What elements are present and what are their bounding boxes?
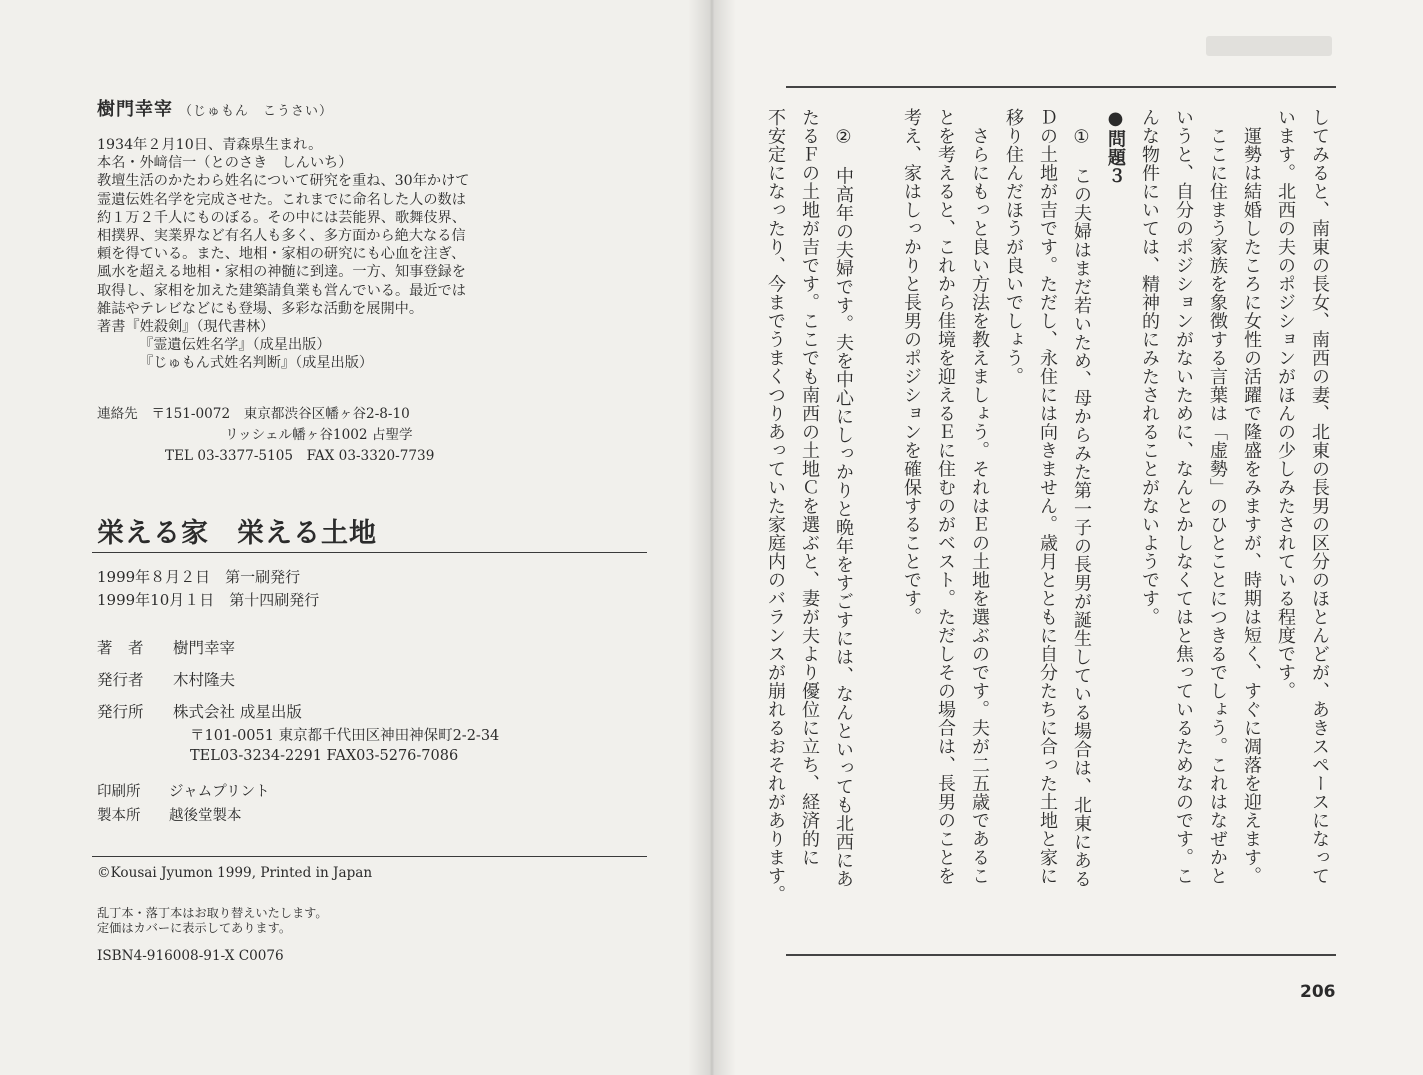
- running-header-tab: [1206, 36, 1332, 56]
- bio-line: 1934年２月10日、青森県生まれ。: [97, 137, 323, 153]
- title-divider: [92, 552, 647, 553]
- bio-line: 雑誌やテレビなどにも登場、多彩な活動を展開中。: [97, 300, 424, 317]
- bio-line: 頼を得ている。また、地相・家相の研究にも心血を注ぎ、: [97, 246, 466, 263]
- blank-column: [860, 108, 894, 944]
- text-column: 不安定になったり、今までうまくつりあっていた家庭内のバランスが崩れるおそれがあります。: [765, 108, 786, 904]
- staff-role: 発行所: [97, 703, 144, 721]
- contact-line: 連絡先 〒151-0072 東京都渋谷区幡ヶ谷2-8-10: [97, 406, 410, 422]
- text-column: さらにもっと良い方法を教えましょう。それはＥの土地を選ぶのです。夫が二五歳であるこ: [969, 108, 990, 885]
- text-column: ② 中高年の夫婦です。夫を中心にしっかりと晩年をすごすには、なんといっても北西にあ: [833, 108, 854, 888]
- note-line: 定価はカバーに表示してあります。: [97, 921, 292, 935]
- text-column: してみると、南東の長女、南西の妻、北東の長男の区分のほとんどが、あきスペースになって: [1309, 108, 1330, 885]
- address-line: TEL03-3234-2291 FAX03-5276-7086: [190, 748, 459, 764]
- text-column: Ｄの土地が吉です。ただし、永住には向きません。歳月とともに自分たちに合った土地と家に: [1037, 108, 1058, 885]
- text-column: ① この夫婦はまだ若いため、母からみた第一子の長男が誕生している場合は、北東にある: [1071, 108, 1092, 888]
- note-line: 乱丁本・落丁本はお取り替えいたします。: [97, 906, 328, 920]
- publication-staff: [97, 631, 302, 727]
- publisher-address: [190, 726, 499, 766]
- staff-row: [97, 631, 302, 663]
- copyright-divider: [92, 856, 647, 857]
- bio-line: 相撲界、実業界など有名人も多く、多方面から絶大なる信: [97, 228, 466, 245]
- text-column: んな物件にいては、精神的にみたされることがないようです。: [1139, 108, 1160, 626]
- bio-line: 教壇生活のかたわら姓名について研究を重ね、30年かけて: [97, 173, 470, 190]
- copyright-notice: ©Kousai Jyumon 1999, Printed in Japan: [97, 865, 373, 881]
- printer-row: [97, 780, 270, 804]
- printer-value: 越後堂製本: [169, 808, 242, 824]
- address-line: 〒101-0051 東京都千代田区神田神保町2-2-34: [190, 728, 500, 744]
- printer-role: 製本所: [97, 808, 141, 824]
- author-heading: [97, 95, 333, 121]
- edition-line: 1999年10月１日 第十四刷発行: [97, 591, 320, 609]
- staff-row: [97, 663, 302, 695]
- staff-role: 発行者: [97, 671, 144, 689]
- vertical-body-text: [765, 108, 1336, 944]
- bio-line: 霊遺伝姓名学を完成させた。これまでに命名した人の数は: [97, 191, 466, 208]
- page-number: 206: [1300, 982, 1336, 1002]
- top-rule: [786, 86, 1336, 88]
- edition-history: [97, 566, 319, 612]
- text-column: 考え、家はしっかりと長男のポジションを確保することです。: [901, 108, 922, 626]
- bio-line: 約１万２千人にものぼる。その中には芸能界、歌舞伎界、: [97, 209, 466, 226]
- works-line: 『霊遺伝姓名学』（成星出版）: [139, 337, 331, 354]
- isbn: ISBN4-916008-91-X C0076: [97, 948, 284, 964]
- works-line: 著書『姓殺剣』（現代書林）: [97, 319, 275, 336]
- staff-value: 樹門幸宰: [173, 639, 236, 657]
- text-column: ここに住まう家族を象徴する言葉は「虚勢」のひとことにつきるでしょう。これはなぜかと: [1207, 108, 1228, 885]
- printer-role: 印刷所: [97, 784, 141, 800]
- contact-line: リッシェル幡ヶ谷1002 占聖学: [225, 427, 413, 443]
- text-column: います。北西の夫のポジションがほんの少しみたされている程度です。: [1275, 108, 1296, 700]
- staff-row: [97, 695, 302, 727]
- staff-value: 木村隆夫: [173, 671, 236, 689]
- printer-row: [97, 804, 270, 828]
- text-column: とを考えると、これから佳境を迎えるＥに住むのがベスト。ただしその場合は、長男のことを: [935, 108, 956, 885]
- text-column: いうと、自分のポジションがないために、なんとかしなくてはと焦っているためなのです。こ: [1173, 108, 1194, 885]
- bio-line: 本名・外﨑信一（とのさき しんいち）: [97, 155, 353, 172]
- contact-block: [97, 404, 434, 467]
- edition-line: 1999年８月２日 第一刷発行: [97, 568, 301, 586]
- text-column: 移り住んだほうが良いでしょう。: [1003, 108, 1024, 386]
- author-reading: （じゅもん こうさい）: [179, 104, 334, 119]
- book-gutter: [688, 0, 736, 1075]
- contact-line: TEL 03-3377-5105 FAX 03-3320-7739: [165, 448, 435, 464]
- notes-block: [97, 906, 328, 936]
- staff-role: 著 者: [97, 639, 144, 657]
- problem-heading: ●問題３: [1105, 108, 1126, 185]
- printers-block: [97, 780, 270, 828]
- text-column: たるＦの土地が吉です。ここでも南西の土地Ｃを選ぶと、妻が夫より優位に立ち、経済的に: [799, 108, 820, 867]
- bio-line: 風水を超える地相・家相の神髄に到達。一方、知事登録を: [97, 264, 466, 281]
- author-name: 樹門幸宰: [97, 99, 173, 120]
- printer-value: ジャムプリント: [169, 784, 270, 800]
- staff-value: 株式会社 成星出版: [173, 703, 302, 721]
- bio-line: 取得し、家相を加えた建築請負業も営んでいる。最近では: [97, 282, 466, 299]
- author-bio: [97, 136, 469, 373]
- bottom-rule: [786, 954, 1336, 956]
- book-title: 栄える家 栄える土地: [97, 518, 377, 549]
- text-column: 運勢は結婚したころに女性の活躍で隆盛をみますが、時期は短く、すぐに凋落を迎えます。: [1241, 108, 1262, 885]
- works-line: 『じゅもん式姓名判断』（成星出版）: [139, 355, 374, 372]
